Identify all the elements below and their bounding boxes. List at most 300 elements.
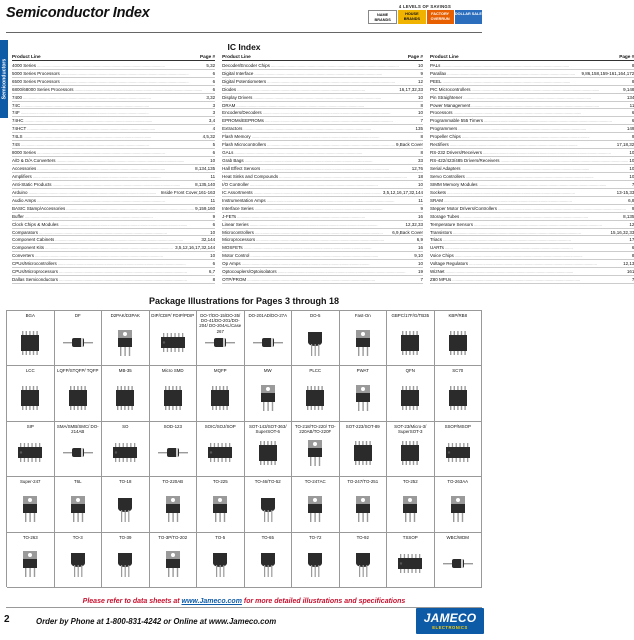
leader-dots	[271, 63, 417, 68]
page-reference: 6	[631, 110, 634, 116]
package-illustration-icon	[108, 494, 142, 524]
page-reference: 9,10	[414, 253, 423, 259]
product-line-name: Voice Chips	[429, 253, 454, 259]
package-label: TO-65	[261, 534, 274, 540]
index-row[interactable]	[12, 70, 215, 78]
page-reference: 10	[629, 166, 634, 171]
leader-dots	[25, 118, 208, 123]
package-label: DO-201AD/DO-27A	[248, 313, 288, 318]
page-reference: 10	[629, 173, 634, 179]
package-illustration-icon	[441, 383, 475, 413]
leader-dots	[25, 214, 212, 219]
savings-box-factory-overrun: FACTORY OVERRUN	[427, 10, 454, 24]
index-row[interactable]	[430, 165, 634, 173]
product-line-name: Audio Amps	[12, 197, 37, 203]
page-reference: 6,8	[628, 197, 634, 203]
product-line-name: 8000 Series	[12, 150, 37, 156]
package-row	[7, 311, 482, 366]
package-cell	[150, 311, 198, 366]
leader-dots	[39, 230, 209, 235]
package-illustration-icon	[61, 383, 95, 413]
package-cell	[435, 311, 483, 366]
product-line-name: CPUs/Microcontrollers	[12, 261, 57, 267]
product-line-name: Power Management	[429, 102, 471, 108]
package-illustration-icon	[346, 328, 380, 358]
index-row[interactable]	[12, 78, 215, 86]
package-label: TO-3	[72, 534, 83, 540]
index-row[interactable]	[430, 62, 634, 70]
page-reference: 3,4	[208, 118, 216, 124]
index-row[interactable]	[12, 236, 215, 244]
index-row[interactable]	[430, 173, 634, 181]
page-reference: 10	[417, 94, 423, 100]
index-row[interactable]	[222, 181, 423, 189]
leader-dots	[61, 79, 212, 84]
leader-dots	[59, 277, 212, 282]
leader-dots	[447, 71, 580, 76]
index-row[interactable]	[430, 205, 634, 213]
package-label: TO-263	[22, 534, 38, 540]
page-reference: 3,5,12,16,17,32,144	[175, 245, 216, 251]
page-reference: 7	[420, 118, 423, 124]
page-reference: Inside Front Cover,161-163	[160, 189, 216, 195]
index-row[interactable]	[430, 157, 634, 165]
index-row[interactable]	[430, 109, 634, 117]
package-illustration-icon	[203, 549, 237, 579]
index-row[interactable]	[430, 268, 634, 276]
index-row[interactable]	[12, 181, 215, 189]
index-row[interactable]	[12, 244, 215, 252]
package-label: Fast-On	[354, 313, 371, 318]
package-illustration-icon	[108, 328, 142, 358]
index-row[interactable]	[430, 125, 634, 133]
package-label: DF	[74, 313, 81, 318]
page-reference: 3	[212, 110, 216, 116]
product-line-name: Interface Series	[222, 205, 254, 211]
index-row[interactable]	[12, 252, 215, 260]
product-line-name: Dallas Semiconductors	[12, 277, 59, 283]
page-reference: 19	[417, 269, 423, 275]
package-cell	[387, 477, 435, 532]
index-row[interactable]	[12, 86, 215, 94]
package-label: TO-46/TO-52	[254, 479, 281, 485]
package-label: GBPC/17F/G/TB35	[391, 313, 430, 318]
page-reference: 32,144	[201, 237, 216, 243]
leader-dots	[462, 134, 631, 139]
page-reference: 18	[417, 173, 423, 179]
index-row[interactable]	[222, 260, 423, 268]
page-reference: 16	[417, 213, 423, 219]
index-row[interactable]	[430, 244, 634, 252]
package-illustration-icon	[298, 438, 332, 468]
page-reference: 134	[626, 94, 634, 100]
leader-dots	[242, 261, 417, 266]
product-line-name: Flash Memory	[222, 134, 251, 140]
index-row[interactable]	[222, 165, 423, 173]
page-reference: 6	[212, 221, 216, 227]
index-row[interactable]	[12, 109, 215, 117]
package-illustrations-title: Package Illustrations for Pages 3 through 18	[148, 296, 340, 306]
index-row[interactable]	[222, 244, 423, 252]
index-row[interactable]	[222, 94, 423, 102]
index-row[interactable]	[222, 102, 423, 110]
product-line-name: 7400	[12, 94, 23, 100]
page-reference: 9	[212, 213, 216, 219]
page-reference: 10	[210, 229, 216, 235]
index-row[interactable]	[222, 70, 423, 78]
index-row[interactable]	[222, 149, 423, 157]
page-reference: 149	[626, 126, 634, 132]
product-line-name: Serial Adapters	[429, 166, 461, 171]
page-reference: 10	[417, 261, 423, 267]
leader-dots	[453, 230, 609, 235]
index-row[interactable]	[12, 205, 215, 213]
page-reference: 9	[631, 134, 634, 140]
page-reference: 5,32	[206, 62, 216, 68]
leader-dots	[244, 245, 417, 250]
package-label: QFN	[405, 368, 415, 374]
leader-dots	[471, 103, 628, 108]
package-illustration-icon	[346, 549, 380, 579]
leader-dots	[250, 253, 413, 258]
package-illustration-icon	[61, 438, 95, 468]
index-row[interactable]	[222, 213, 423, 221]
product-line-name: 6500 Series Processors	[12, 78, 60, 84]
package-cell	[7, 422, 55, 477]
index-row[interactable]	[222, 173, 423, 181]
index-row[interactable]	[12, 268, 215, 276]
index-row[interactable]	[222, 221, 423, 229]
page-reference: 6	[212, 78, 216, 84]
package-illustration-icon	[13, 328, 47, 358]
product-line-name: PEEL	[429, 78, 442, 84]
index-row[interactable]	[12, 125, 215, 133]
page-reference: 12,32,33	[405, 221, 423, 227]
leader-dots	[59, 269, 208, 274]
product-line-name: 6800/68000 Series Processors	[12, 86, 74, 92]
index-row[interactable]	[222, 117, 423, 125]
product-line-name: Pin Straightener	[429, 94, 463, 100]
logo-wordmark: JAMECO	[423, 611, 477, 625]
page-reference: 9,159,160	[195, 205, 216, 211]
package-cell	[245, 422, 293, 477]
index-row[interactable]	[430, 70, 634, 78]
product-line-name: Microprocessors	[222, 237, 256, 243]
index-row[interactable]	[430, 189, 634, 197]
leader-dots	[501, 158, 629, 163]
index-row[interactable]	[12, 173, 215, 181]
ic-index-table	[12, 52, 634, 284]
package-illustration-icon	[441, 494, 475, 524]
index-row[interactable]	[222, 252, 423, 260]
package-label: SC70	[452, 368, 464, 374]
package-row	[7, 533, 482, 588]
package-illustration-icon	[108, 438, 142, 468]
package-cell	[387, 533, 435, 588]
header-page-number: Page #	[407, 53, 423, 59]
product-line-name: Anti-Static Products	[12, 181, 52, 187]
index-row[interactable]	[430, 102, 634, 110]
product-line-name: Z80 MPUs	[429, 277, 452, 283]
leader-dots	[460, 214, 622, 219]
package-label: SOIC/SOJ/SOP	[204, 423, 236, 429]
package-cell	[340, 533, 388, 588]
page-reference: 8	[212, 277, 216, 283]
index-row[interactable]	[12, 189, 215, 197]
package-row	[7, 366, 482, 421]
product-line-name: Servo Controllers	[429, 173, 465, 179]
package-cell	[102, 422, 150, 477]
leader-dots	[498, 206, 631, 211]
package-illustration-icon	[203, 494, 237, 524]
product-line-name: PIC Microcontrollers	[429, 86, 471, 92]
product-line-name: IC Assortments	[222, 189, 253, 195]
package-illustration-icon	[298, 383, 332, 413]
leader-dots	[484, 118, 631, 123]
package-illustration-icon	[61, 494, 95, 524]
index-row[interactable]	[222, 78, 423, 86]
page-reference: 11	[210, 173, 216, 179]
index-row[interactable]	[222, 197, 423, 205]
package-label: TO-225	[212, 479, 228, 485]
index-row[interactable]	[12, 102, 215, 110]
package-label: Micro SMD	[161, 368, 184, 374]
sidebar-label: Semiconductors	[1, 58, 7, 100]
index-row[interactable]	[12, 117, 215, 125]
page-reference: 8,135	[623, 213, 634, 219]
index-row[interactable]	[222, 157, 423, 165]
package-label: TO-252	[402, 479, 418, 485]
leader-dots	[37, 198, 209, 203]
datasheet-link[interactable]: www.Jameco.com	[181, 598, 242, 605]
package-label: PLCC	[309, 368, 322, 374]
package-illustration-icon	[346, 494, 380, 524]
page-reference: 8	[420, 102, 423, 108]
product-line-name: Comparators	[12, 229, 39, 235]
page-reference: 9	[420, 205, 423, 211]
index-row[interactable]	[12, 197, 215, 205]
jameco-logo[interactable]	[416, 608, 484, 634]
leader-dots	[21, 142, 212, 147]
package-illustration-icon	[203, 328, 237, 358]
page-reference: 9	[631, 205, 634, 211]
page-reference: 3,5,12,16,17,32,144	[382, 189, 423, 195]
savings-box-dollar-sale: DOLLAR SALE	[455, 10, 482, 24]
package-cell	[102, 366, 150, 421]
page-reference: 8	[631, 62, 634, 68]
page-reference: 6	[212, 86, 216, 92]
index-row[interactable]	[430, 221, 634, 229]
index-row[interactable]	[430, 94, 634, 102]
leader-dots	[55, 237, 200, 242]
leader-dots	[471, 87, 622, 92]
product-line-name: GALs	[222, 150, 234, 156]
index-row[interactable]	[12, 141, 215, 149]
index-row[interactable]	[430, 78, 634, 86]
product-line-name: Clock Chips & Modules	[12, 221, 59, 227]
index-row[interactable]	[430, 181, 634, 189]
package-label: TO-5	[215, 534, 226, 540]
product-line-name: Triacs	[429, 237, 443, 243]
index-row[interactable]	[430, 229, 634, 237]
package-illustration-icon	[393, 328, 427, 358]
package-label: MQFP	[213, 368, 227, 374]
index-row[interactable]	[222, 109, 423, 117]
index-row[interactable]	[12, 165, 215, 173]
index-row[interactable]	[222, 268, 423, 276]
index-row[interactable]	[222, 205, 423, 213]
order-info: Order by Phone at 1-800-831-4242 or Online at www.Jameco.com	[36, 617, 277, 626]
leader-dots	[75, 87, 212, 92]
index-row[interactable]	[430, 117, 634, 125]
index-row[interactable]	[430, 86, 634, 94]
index-row[interactable]	[430, 276, 634, 284]
package-cell	[340, 366, 388, 421]
index-row[interactable]	[430, 197, 634, 205]
page-reference: 6	[631, 118, 634, 124]
index-row[interactable]	[222, 133, 423, 141]
page-reference: 10	[629, 150, 634, 156]
package-cell	[150, 477, 198, 532]
package-illustration-icon	[61, 549, 95, 579]
package-label: SOD-123	[163, 423, 182, 429]
product-line-name: I/O Controller	[222, 181, 249, 187]
page-reference: 4,5,32	[202, 134, 216, 140]
package-cell	[150, 366, 198, 421]
package-illustration-icon	[441, 328, 475, 358]
index-row[interactable]	[12, 94, 215, 102]
index-row[interactable]	[12, 213, 215, 221]
index-row[interactable]	[222, 229, 423, 237]
product-line-name: Parallax	[429, 70, 447, 76]
package-cell	[292, 533, 340, 588]
package-cell	[55, 366, 103, 421]
index-row[interactable]	[12, 229, 215, 237]
product-line-name: 74S	[12, 142, 21, 148]
package-illustration-icon	[298, 494, 332, 524]
index-row[interactable]	[12, 149, 215, 157]
savings-legend	[368, 4, 482, 30]
package-label: TO-263AA	[447, 479, 469, 485]
package-cell	[55, 533, 103, 588]
index-row[interactable]	[222, 189, 423, 197]
index-row[interactable]	[222, 236, 423, 244]
package-label: MB-35	[118, 368, 132, 374]
index-row[interactable]	[12, 62, 215, 70]
page-reference: 161	[626, 269, 634, 275]
product-line-name: Storage Tubes	[429, 213, 460, 219]
package-label: DO-5	[310, 313, 321, 318]
page-reference: 7	[420, 277, 423, 283]
index-row[interactable]	[430, 252, 634, 260]
leader-dots	[254, 190, 382, 195]
product-line-name: Optocouplers/Optoisolators	[222, 269, 277, 275]
package-label: T6L	[73, 479, 82, 485]
index-column-header	[222, 52, 423, 61]
package-cell	[102, 477, 150, 532]
index-row[interactable]	[12, 260, 215, 268]
package-cell	[245, 311, 293, 366]
package-row	[7, 422, 482, 477]
leader-dots	[278, 269, 417, 274]
package-illustration-icon	[13, 383, 47, 413]
leader-dots	[455, 253, 631, 258]
product-line-name: RS-232 Drivers/Receivers	[429, 150, 482, 156]
product-line-name: Sockets	[429, 189, 446, 195]
package-label: LCC	[25, 368, 35, 374]
header-page-number: Page #	[200, 53, 216, 59]
leader-dots	[478, 182, 630, 187]
leader-dots	[254, 71, 419, 76]
leader-dots	[462, 166, 629, 171]
index-row[interactable]	[222, 141, 423, 149]
header-product-line: Product Line	[429, 53, 459, 59]
leader-dots	[247, 277, 419, 282]
index-row[interactable]	[222, 62, 423, 70]
leader-dots	[445, 269, 625, 274]
index-row[interactable]	[12, 133, 215, 141]
index-row[interactable]	[12, 157, 215, 165]
leader-dots	[37, 150, 212, 155]
page-reference: 6,9,Back Cover	[392, 229, 423, 235]
index-row[interactable]	[430, 260, 634, 268]
package-label: TO-18	[119, 479, 132, 485]
index-row[interactable]	[12, 276, 215, 284]
package-cell	[245, 477, 293, 532]
page-reference: 10	[210, 158, 216, 164]
leader-dots	[474, 222, 628, 227]
leader-dots	[37, 166, 194, 171]
package-label: Super-247	[19, 479, 41, 485]
package-cell	[245, 533, 293, 588]
index-row[interactable]	[430, 236, 634, 244]
page-reference: 9,148	[623, 86, 634, 92]
page-reference: 33	[417, 158, 423, 164]
index-row[interactable]	[430, 141, 634, 149]
package-label: PWAT	[356, 368, 369, 374]
leader-dots	[243, 126, 414, 131]
index-row[interactable]	[222, 125, 423, 133]
index-column	[430, 52, 634, 284]
leader-dots	[447, 190, 616, 195]
savings-box-name-brands: NAME BRANDS	[368, 10, 397, 24]
index-row[interactable]	[430, 149, 634, 157]
product-line-name: Accessories	[12, 166, 37, 171]
package-cell	[340, 477, 388, 532]
page-reference: 135	[415, 126, 423, 132]
product-line-name: EPROMs/EEPROMs	[222, 118, 264, 124]
product-line-name: SIMM Memory Modules	[429, 181, 478, 187]
index-row[interactable]	[222, 276, 423, 284]
product-line-name: Amplifiers	[12, 173, 32, 179]
index-row[interactable]	[430, 213, 634, 221]
product-line-name: Buffer	[12, 213, 24, 219]
package-label: TO-247/TO-251	[347, 479, 379, 485]
index-row[interactable]	[12, 221, 215, 229]
package-cell	[102, 311, 150, 366]
package-illustration-icon	[346, 438, 380, 468]
leader-dots	[58, 261, 212, 266]
package-illustration-icon	[203, 438, 237, 468]
index-row[interactable]	[430, 133, 634, 141]
package-label: BGA	[25, 313, 35, 318]
package-label: SOT-143/SOT-363/ SuperSOT-6	[248, 423, 287, 434]
leader-dots	[261, 166, 410, 171]
index-row[interactable]	[222, 86, 423, 94]
page-reference: 10	[417, 181, 423, 187]
leader-dots	[250, 182, 417, 187]
package-label: TO-92	[356, 534, 369, 540]
